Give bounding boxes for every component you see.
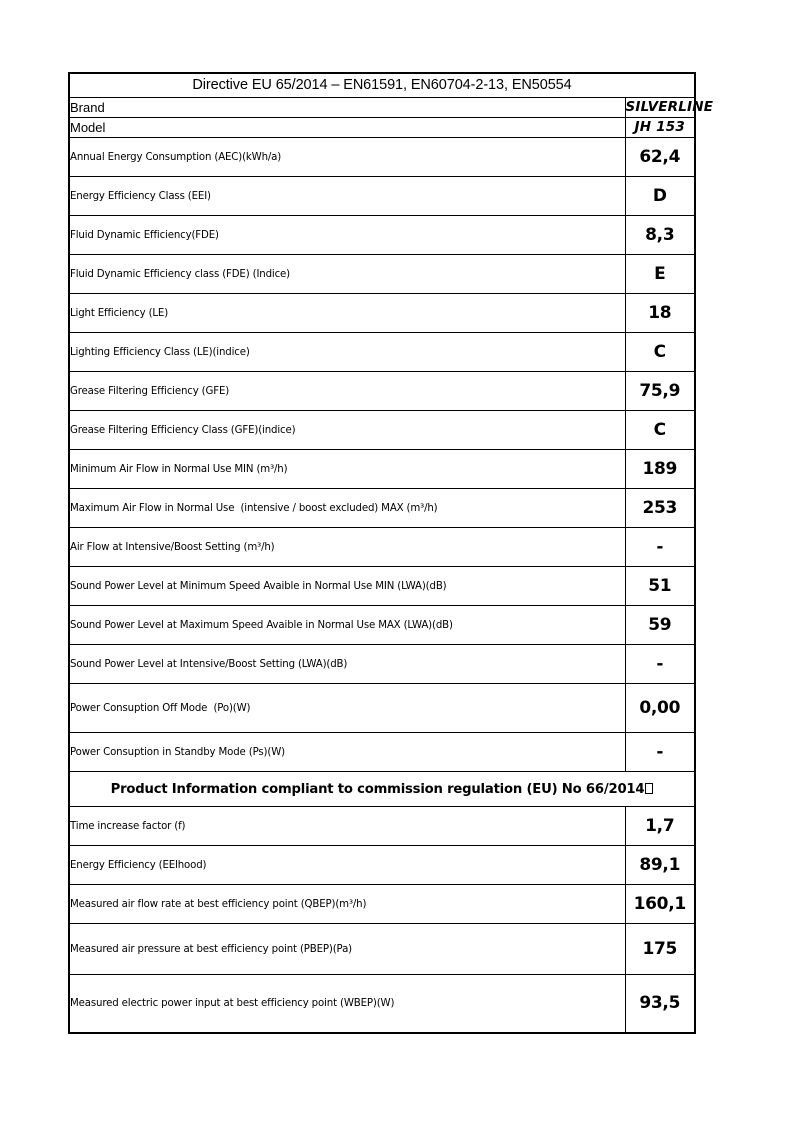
missing-glyph-icon [645, 783, 653, 794]
row-value: 51 [625, 567, 695, 606]
row-label: Time increase factor (f) [69, 807, 625, 846]
row-value: 89,1 [625, 846, 695, 885]
section-header-row [69, 772, 695, 807]
table-row [69, 924, 695, 975]
table-row [69, 177, 695, 216]
table-row [69, 372, 695, 411]
table-row [69, 807, 695, 846]
table-row [69, 528, 695, 567]
section-header-text [69, 772, 695, 807]
table-row [69, 333, 695, 372]
row-label: Sound Power Level at Intensive/Boost Setting (LWA)(dB) [69, 645, 625, 684]
table-row [69, 255, 695, 294]
table-row [69, 846, 695, 885]
table-row [69, 138, 695, 177]
row-label: Sound Power Level at Minimum Speed Avaible in Normal Use MIN (LWA)(dB) [69, 567, 625, 606]
row-value: - [625, 733, 695, 772]
model-row [69, 118, 695, 138]
product-fiche-table [68, 72, 714, 1034]
table-title-row [69, 73, 695, 98]
brand-row [69, 98, 695, 118]
section-header-label: Product Information compliant to commission regulation (EU) No 66/2014 [110, 781, 645, 797]
table-row [69, 645, 695, 684]
row-label: Measured electric power input at best efficiency point (WBEP)(W) [69, 975, 625, 1033]
row-value: E [625, 255, 695, 294]
row-value: 1,7 [625, 807, 695, 846]
brand-label: Brand [69, 98, 625, 118]
table-row [69, 733, 695, 772]
row-label: Grease Filtering Efficiency (GFE) [69, 372, 625, 411]
row-value: 75,9 [625, 372, 695, 411]
row-value: D [625, 177, 695, 216]
row-label: Annual Energy Consumption (AEC)(kWh/a) [69, 138, 625, 177]
row-label: Energy Efficiency Class (EEI) [69, 177, 625, 216]
table-row [69, 294, 695, 333]
row-value: 253 [625, 489, 695, 528]
row-value: 0,00 [625, 684, 695, 733]
table-row [69, 411, 695, 450]
table-row [69, 450, 695, 489]
row-label: Energy Efficiency (EElhood) [69, 846, 625, 885]
row-value: 18 [625, 294, 695, 333]
row-label: Fluid Dynamic Efficiency class (FDE) (Indice) [69, 255, 625, 294]
row-label: Maximum Air Flow in Normal Use (intensive / boost excluded) MAX (m³/h) [69, 489, 625, 528]
row-label: Sound Power Level at Maximum Speed Avaible in Normal Use MAX (LWA)(dB) [69, 606, 625, 645]
table-row [69, 885, 695, 924]
row-value: 93,5 [625, 975, 695, 1033]
row-value: 160,1 [625, 885, 695, 924]
row-label: Minimum Air Flow in Normal Use MIN (m³/h) [69, 450, 625, 489]
brand-value: SILVERLINE [625, 98, 695, 118]
row-label: Fluid Dynamic Efficiency(FDE) [69, 216, 625, 255]
table-row [69, 567, 695, 606]
table-row [69, 216, 695, 255]
model-label: Model [69, 118, 625, 138]
row-label: Air Flow at Intensive/Boost Setting (m³/h) [69, 528, 625, 567]
model-value: JH 153 [625, 118, 695, 138]
row-value: - [625, 645, 695, 684]
row-label: Measured air pressure at best efficiency point (PBEP)(Pa) [69, 924, 625, 975]
row-value: C [625, 333, 695, 372]
row-value: 59 [625, 606, 695, 645]
directive-title: Directive EU 65/2014 – EN61591, EN60704-2-13, EN50554 [69, 73, 695, 98]
table-body [69, 73, 714, 1033]
row-value: 175 [625, 924, 695, 975]
table-row [69, 606, 695, 645]
row-value: 62,4 [625, 138, 695, 177]
row-value: 8,3 [625, 216, 695, 255]
row-value: 189 [625, 450, 695, 489]
row-label: Light Efficiency (LE) [69, 294, 625, 333]
row-label: Grease Filtering Efficiency Class (GFE)(indice) [69, 411, 625, 450]
row-label: Lighting Efficiency Class (LE)(indice) [69, 333, 625, 372]
row-label: Power Consuption in Standby Mode (Ps)(W) [69, 733, 625, 772]
table-row [69, 684, 695, 733]
table-row [69, 489, 695, 528]
row-value: C [625, 411, 695, 450]
row-label: Measured air flow rate at best efficiency point (QBEP)(m³/h) [69, 885, 625, 924]
row-value: - [625, 528, 695, 567]
row-label: Power Consuption Off Mode (Po)(W) [69, 684, 625, 733]
table-row [69, 975, 695, 1033]
